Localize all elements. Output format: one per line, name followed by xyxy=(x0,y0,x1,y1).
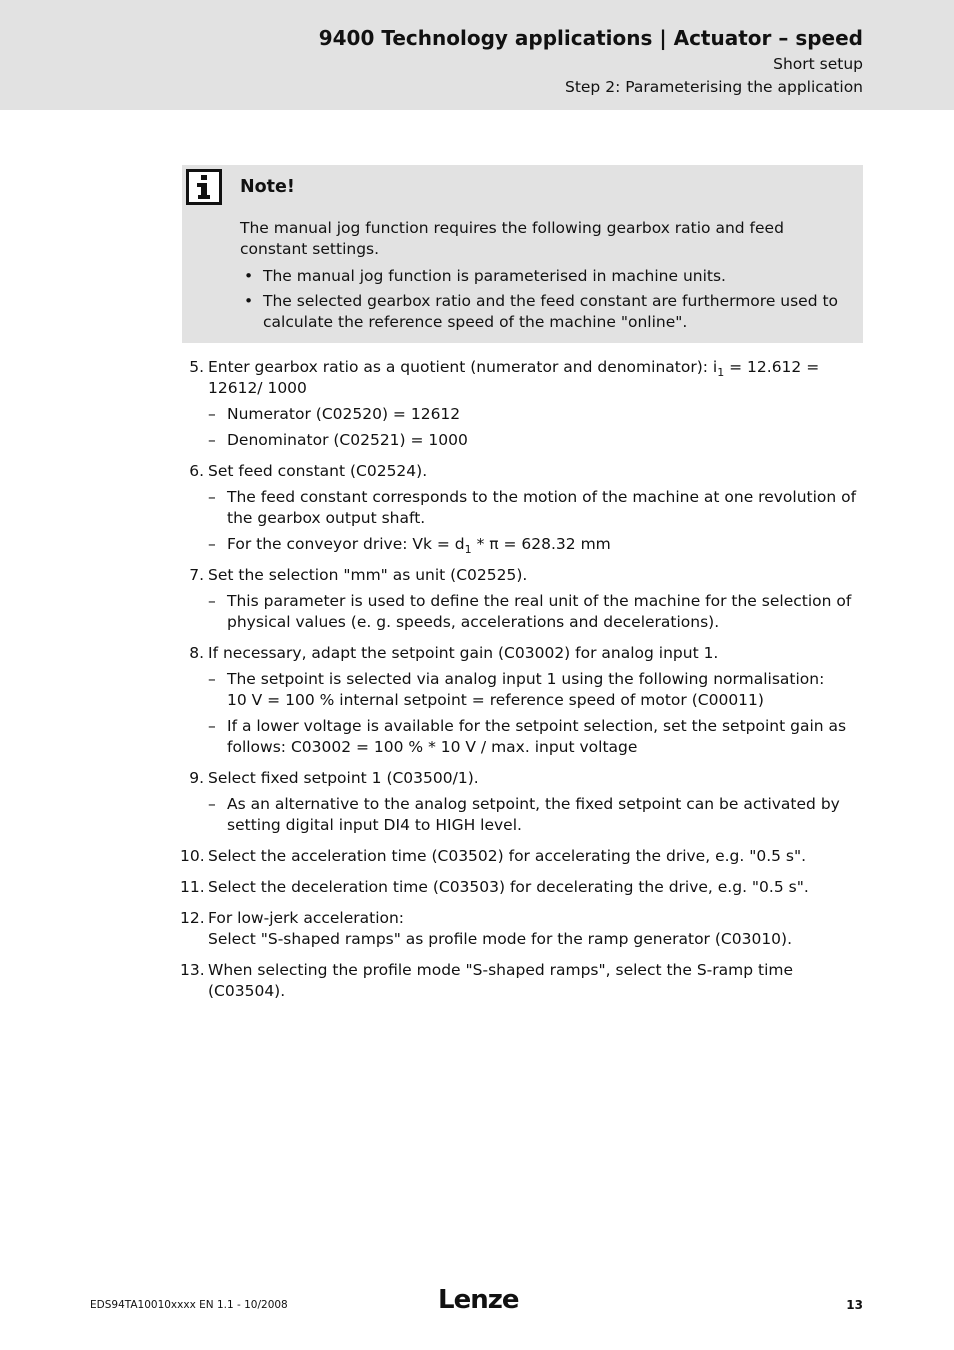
page-header xyxy=(0,0,954,110)
step-item xyxy=(180,908,864,950)
note-bullet-text: The manual jog function is parameterised in machine units. xyxy=(263,267,726,285)
lenze-logo: Lenze xyxy=(438,1285,519,1315)
step-list xyxy=(180,357,864,1002)
step-number: 8. xyxy=(189,644,204,662)
step-text: When selecting the profile mode "S-shaped ramps", select the S-ramp time (C03504). xyxy=(208,961,794,1000)
step-number: 12. xyxy=(180,909,205,927)
note-bullet xyxy=(240,291,850,333)
step-item xyxy=(180,643,864,758)
bullet-marker: • xyxy=(244,292,254,310)
step-text: If necessary, adapt the setpoint gain (C03002) for analog input 1. xyxy=(208,644,719,662)
step-item xyxy=(180,877,864,898)
step-number: 7. xyxy=(189,566,204,584)
step-text: Select the deceleration time (C03503) for decelerating the drive, e.g. "0.5 s". xyxy=(208,878,809,896)
note-box xyxy=(182,165,863,343)
step-text: Enter gearbox ratio as a quotient (numerator and denominator): $i_1 = 12.612 = 12612/$ 1000 xyxy=(208,358,820,397)
header-subtitle-step: Step 2: Parameterising the application xyxy=(564,78,863,96)
step-text: For low-jerk acceleration: Select "S-shaped ramps" as profile mode for the ramp generator (C03010). xyxy=(208,909,793,948)
bullet-marker: • xyxy=(244,267,254,285)
step-text: Select the acceleration time (C03502) for accelerating the drive, e.g. "0.5 s". xyxy=(208,847,807,865)
step-item xyxy=(180,461,864,555)
header-subtitle-section: Short setup xyxy=(773,55,863,73)
page-number: 13 xyxy=(846,1298,863,1312)
step-text: Set the selection "mm" as unit (C02525). xyxy=(208,566,528,584)
document-id: EDS94TA10010xxxx EN 1.1 - 10/2008 xyxy=(90,1299,288,1311)
step-text: Set feed constant (C02524). xyxy=(208,462,428,480)
step-item xyxy=(180,960,864,1002)
step-number: 5. xyxy=(189,358,204,376)
step-item xyxy=(180,565,864,633)
step-subitem: – If a lower voltage is available for the setpoint selection, set the setpoint gain as follows: C03002 = 100 % * 10 V / max. input voltage xyxy=(208,717,847,756)
step-number: 11. xyxy=(180,878,205,896)
note-bullet xyxy=(240,266,850,287)
step-number: 10. xyxy=(180,847,205,865)
step-number: 9. xyxy=(189,769,204,787)
note-text: The manual jog function requires the following gearbox ratio and feed constant settings. xyxy=(240,219,784,258)
step-item xyxy=(180,846,864,867)
step-subitem: – This parameter is used to define the real unit of the machine for the selection of physical values (e. g. speeds, accelerations and decelerations). xyxy=(208,592,852,631)
step-subitem: – Numerator (C02520) = 12612 xyxy=(208,405,461,423)
step-number: 13. xyxy=(180,961,205,979)
step-number: 6. xyxy=(189,462,204,480)
note-bullet-text: The selected gearbox ratio and the feed constant are furthermore used to calculate the reference speed of the machine "online". xyxy=(263,292,839,331)
note-title: Note! xyxy=(240,177,295,197)
step-subitem: – As an alternative to the analog setpoint, the fixed setpoint can be activated by setting digital input DI4 to HIGH level. xyxy=(208,795,840,834)
step-subitem: – The feed constant corresponds to the motion of the machine at one revolution of the gearbox output shaft. xyxy=(208,488,857,527)
step-subitem: – Denominator (C02521) = 1000 xyxy=(208,431,468,449)
header-title: 9400 Technology applications | Actuator – speed xyxy=(318,26,863,50)
info-icon xyxy=(186,169,222,205)
step-item xyxy=(180,357,864,451)
step-subitem: – For the conveyor drive: $Vk = d_1 * \pi = 628.32$ mm xyxy=(208,535,611,556)
step-text: Select fixed setpoint 1 (C03500/1). xyxy=(208,769,479,787)
step-subitem: – The setpoint is selected via analog input 1 using the following normalisation: 10 V = 100 % internal setpoint = reference speed of motor (C00011) xyxy=(208,670,825,709)
step-item xyxy=(180,768,864,836)
